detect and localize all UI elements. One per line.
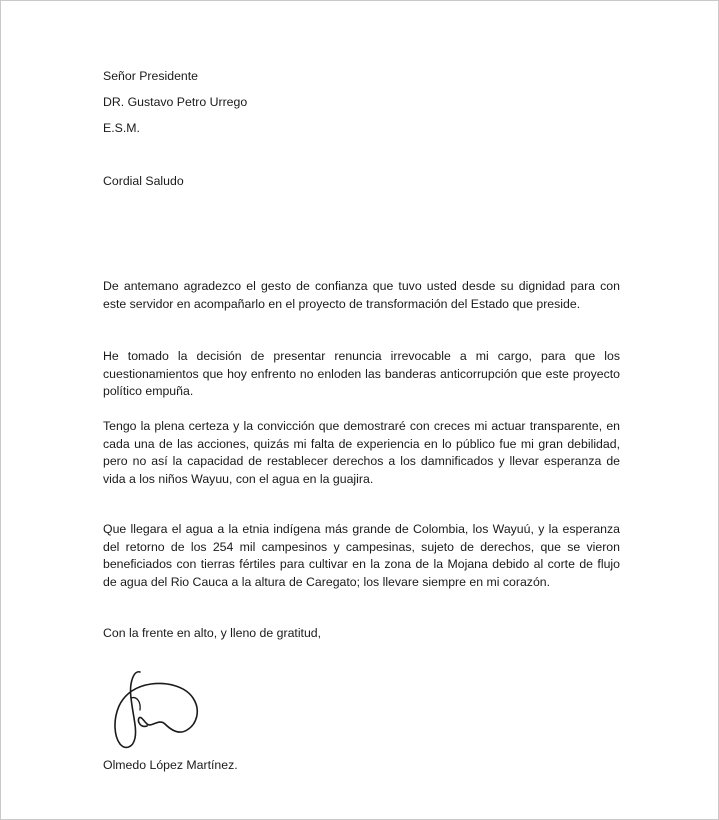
closing-line: Con la frente en alto, y lleno de gratitud, xyxy=(103,626,322,640)
handwritten-signature xyxy=(107,668,207,754)
paragraph-gratitude: De antemano agradezco el gesto de confianza que tuvo usted desde su dignidad para con este servidor en acompañarlo en el proyecto de transformación del Estado que preside. xyxy=(103,279,620,311)
addressee-name: DR. Gustavo Petro Urrego xyxy=(103,95,248,109)
paragraph-resignation: He tomado la decisión de presentar renuncia irrevocable a mi cargo, para que los cuestionamientos que hoy enfrento no enloden las banderas anticorrupción que este proyecto político empuña. xyxy=(103,349,620,398)
paragraph-achievements: Que llegara el agua a la etnia indígena más grande de Colombia, los Wayuú, y la esperanza del retorno de los 254 mil campesinos y campesinas, sujeto de derechos, que se vieron beneficiados con tierras fértiles para cultivar en la zona de la Mojana debido al corte de flujo de agua del Rio Cauca a la altura de Caregato; los llevare siempre en mi corazón. xyxy=(103,522,620,589)
signer-name: Olmedo López Martínez. xyxy=(103,758,238,772)
addressee-honorific: E.S.M. xyxy=(103,121,140,135)
paragraph-conviction: Tengo la plena certeza y la convicción que demostraré con creces mi actuar transparente, en cada una de las acciones, quizás mi falta de experiencia en lo público fue mi gran debilidad, pero no así la capacidad de restablecer derechos a los damnificados y llevar esperanza de vida a los niños Wayuu, con el agua en la guajira. xyxy=(103,419,620,486)
greeting: Cordial Saludo xyxy=(103,174,184,188)
addressee-title: Señor Presidente xyxy=(103,69,199,83)
